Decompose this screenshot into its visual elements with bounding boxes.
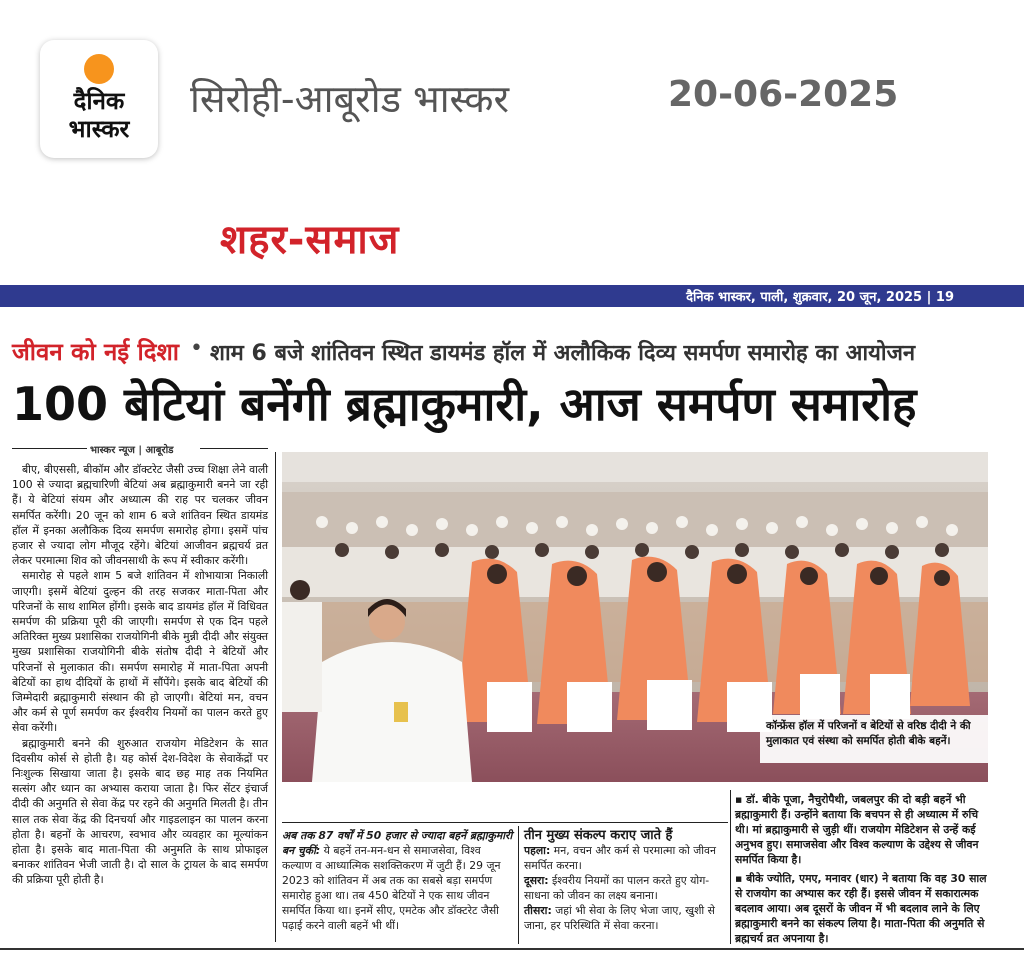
article-headline: 100 बेटियां बनेंगी ब्रह्माकुमारी, आज समर्पण समारोह <box>12 377 917 431</box>
paragraph-1: बीए, बीएससी, बीकॉम और डॉक्टरेट जैसी उच्च शिक्षा लेने वाली 100 से ज्यादा ब्रह्मचारिणी बेटियां अब ब्रह्माकुमारी बनने जा रही हैं। ये बेटियां संयम और अध्यात्म की राह पर चलकर जीवन समर्पित करेंगी। 20 जून को शाम 6 बजे शांतिवन स्थित डायमंड हॉल में इनका अलौकिक दिव्य समर्पण समारोह होगा। इसमें पांच हजार से ज्यादा लोग मौजूद रहेंगे। बेटियां आजीवन ब्रह्मचर्य व्रत लेकर परमात्मा शिव को जीवनसाथी के रूप में स्वीकार करेंगी। <box>12 463 268 568</box>
section-title: शहर-समाज <box>220 217 400 263</box>
history-box-title: अब तक 87 वर्षों में 50 हजार से ज्यादा बहनें ब्रह्माकुमारी बन चुकीं: <box>282 829 513 857</box>
resolution-item-1 <box>524 843 728 873</box>
box-divider-2 <box>730 790 731 944</box>
resolutions-box <box>524 828 728 933</box>
folio-text: दैनिक भास्कर, पाली, शुक्रवार, 20 जून, 2025 | 19 <box>686 290 954 305</box>
resolution-text-2: ईश्वरीय नियमों का पालन करते हुए योग-साधना को जीवन का लक्ष्य बनाना। <box>524 874 710 902</box>
edition-title: सिरोही-आबूरोड भास्कर <box>190 77 510 121</box>
resolution-item-3 <box>524 903 728 933</box>
byline: भास्कर न्यूज | आबूरोड <box>90 445 174 456</box>
paragraph-3: ब्रह्माकुमारी बनने की शुरुआत राजयोग मेडिटेशन के सात दिवसीय कोर्स से होती है। यह कोर्स देश-विदेश के सेवाकेंद्रों पर निःशुल्क सिखाया जाता है। इसके बाद छह माह तक नियमित सत्संग और ध्यान का अभ्यास कराया जाता है। फिर सेंटर इंचार्ज दीदी की अनुमति से सेवा केंद्र पर रहने की अनुमति मिलती है। तीन साल तक सेवा केंद्र की दिनचर्या और गाइडलाइन का पालन करना होता है। बहनों के आचरण, स्वभाव और व्यवहार का मूल्यांकन होता है। इसके बाद माता-पिता की अनुमति के साथ प्रोफाइल बनाकर शांतिवन भेजी जाती है। दो साल के ट्रायल के बाद समर्पण की प्रक्रिया पूरी होती है। <box>12 736 268 887</box>
resolution-text-1: मन, वचन और कर्म से परमात्मा को जीवन समर्पित करना। <box>524 844 716 872</box>
testimonials-box <box>735 792 987 946</box>
testimonial-2: ▪ बीके ज्योति, एमए, मनावर (धार) ने बताया कि वह 30 साल से राजयोग का अभ्यास कर रही हैं। इससे जीवन में सकारात्मक बदलाव आया। अब दूसरों के जीवन में भी बदलाव लाने के लिए ब्रह्माकुमारी बनने का संकल्प लिया है। माता-पिता की अनुमति से ब्रह्मचर्य व्रत अपनाया है। <box>735 872 987 945</box>
box-top-rule <box>282 822 728 823</box>
resolution-label-1: पहला: <box>524 844 551 857</box>
paragraph-2: समारोह से पहले शाम 5 बजे शांतिवन में शोभायात्रा निकाली जाएगी। इसमें बेटियां दुल्हन की तरह सजकर माता-पिता और परिजनों के साथ शामिल होंगी। इसके बाद डायमंड हॉल में विधिवत समर्पण की प्रक्रिया पूरी की जाएगी। समर्पण से एक दिन पहले अतिरिक्त मुख्य प्रशासिका राजयोगिनी बीके मुन्नी दीदी और संयुक्त मुख्य प्रशासिका राजयोगिनी बीके संतोष दीदी ने बेटियों और परिजनों से मुलाकात की। समर्पण समारोह में माता-पिता अपनी बेटियों का हाथ दीदियों के हाथों में सौंपेंगे। इसके बाद बेटियों की जिम्मेदारी ब्रह्माकुमारी संस्थान की हो जाएगी। बेटियां मन, वचन और कर्म से पूर्ण समर्पण कर ईश्वरीय नियमों का पालन करते हुए सेवा करेंगी। <box>12 569 268 735</box>
article-body <box>12 462 268 888</box>
resolution-text-3: जहां भी सेवा के लिए भेजा जाए, खुशी से जाना, हर परिस्थिति में सेवा करना। <box>524 904 715 932</box>
kicker-bullet: • <box>190 336 203 361</box>
edition-date: 20-06-2025 <box>668 74 899 115</box>
resolution-label-2: दूसरा: <box>524 874 549 887</box>
dainik-bhaskar-logo <box>40 40 158 158</box>
testimonial-1: ▪ डॉ. बीके पूजा, नैचुरोपैथी, जबलपुर की दो बड़ी बहनें भी ब्रह्माकुमारी हैं। उन्होंने बताया कि बचपन से ही अध्यात्म में रुचि थी। मां ब्रह्माकुमारी से जुड़ी थीं। राजयोग मेडिटेशन से उन्हें कई अनुभव हुए। समाजसेवा और विश्व कल्याण के उद्देश्य से जीवन समर्पित किया है। <box>735 793 979 866</box>
resolution-label-3: तीसरा: <box>524 904 552 917</box>
resolutions-box-title: तीन मुख्य संकल्प कराए जाते हैं <box>524 828 673 843</box>
column-divider <box>275 452 276 942</box>
folio-bar <box>0 285 1024 307</box>
history-box <box>282 828 514 933</box>
byline-rule-right <box>200 448 268 449</box>
history-box-text: ये बहनें तन-मन-धन से समाजसेवा, विश्व कल्याण व आध्यात्मिक सशक्तिकरण में जुटी हैं। 29 जून 2023 को शांतिवन में अब तक का सबसे बड़ा समर्पण समारोह हुआ था। तब 450 बेटियों ने एक साथ जीवन समर्पित किया था। इनमें सीए, एमटेक और डॉक्टरेट जैसी पढ़ाई करने वाली बहनें भी थीं। <box>282 844 501 932</box>
logo-line-1: दैनिक <box>73 87 125 115</box>
page-bottom-rule <box>0 948 1024 950</box>
resolution-item-2 <box>524 873 728 903</box>
photo-caption: कॉन्फ्रेंस हॉल में परिजनों व बेटियों से वरिष्ठ दीदी ने की मुलाकात एवं संस्था को समर्पित होती बीके बहनें। <box>760 715 988 763</box>
box-divider-1 <box>518 826 519 944</box>
byline-rule-left <box>12 448 87 449</box>
kicker-subheading: शाम 6 बजे शांतिवन स्थित डायमंड हॉल में अलौकिक दिव्य समर्पण समारोह का आयोजन <box>210 341 916 366</box>
logo-line-2: भास्कर <box>68 115 130 143</box>
kicker-label: जीवन को नई दिशा <box>12 338 180 366</box>
sun-icon <box>84 54 114 84</box>
